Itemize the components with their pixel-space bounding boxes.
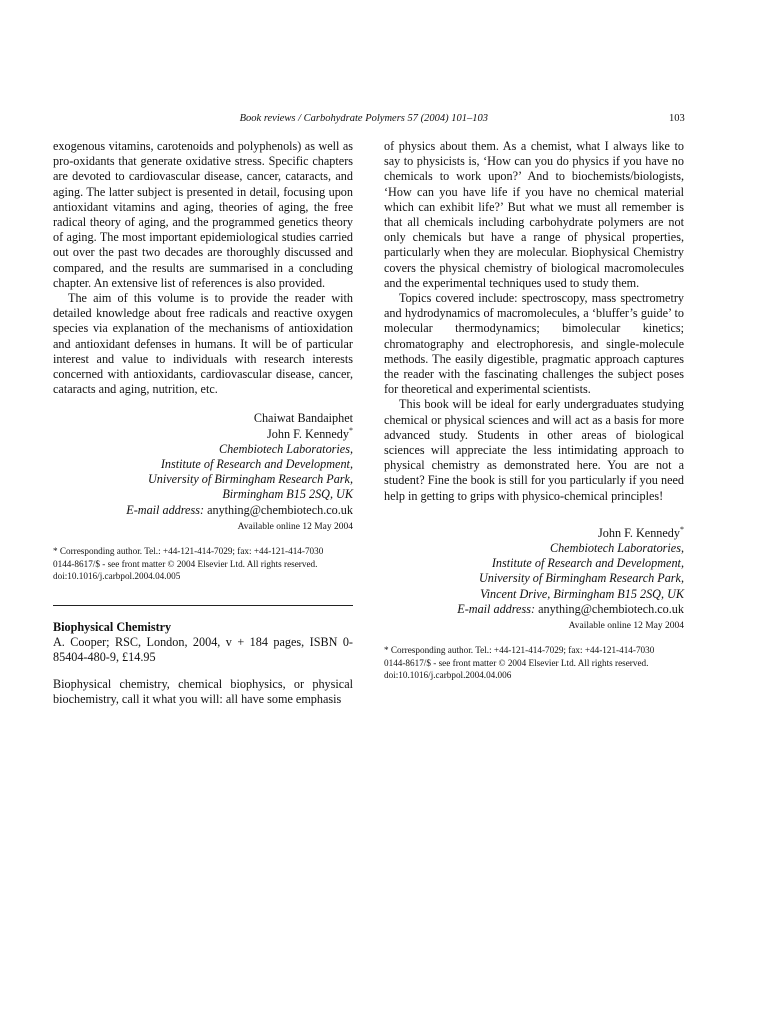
footnote-line: * Corresponding author. Tel.: +44-121-414-7029; fax: +44-121-414-7030 — [53, 546, 324, 557]
paragraph-1: exogenous vitamins, carotenoids and polyphenols) as well as pro-oxidants that generate oxidative stress. Specific chapters are devoted to cardiovascular disease, cancer, cataracts, and aging. The latter subject is presented in detail, focusing upon antioxidant vitamins and aging, theories of aging, the free radical theory of aging, and the programmed genetics theory of aging. The most important epidemiological studies carried out over the past two decades are thoroughly discussed and compared, and the results are summarised in a concluding chapter. An extensive list of references is also provided. — [53, 139, 353, 290]
right-column — [384, 139, 684, 682]
paragraph-5: This book will be ideal for early undergraduates studying chemical or physical sciences and will act as a basis for more advanced study. Students in other areas of biological sciences will appreciate the less intimidating approach to physical chemistry as demonstrated here. You are not a student? Fine the book is still for you particularly if you need help in getting to grips with physico-chemical principles! — [384, 397, 684, 503]
paragraph-4: Topics covered include: spectroscopy, mass spectrometry and hydrodynamics of macromolecules, a ‘bluffer’s guide’ to molecular thermodynamics; bimolecular kinetics; chromatography and electrophoresis, and single-molecule methods. The easily digestible, pragmatic approach captures the reader with the fascinating challenges the subject poses for theoretical and experimental scientists. — [384, 291, 684, 397]
email-address[interactable]: anything@chembiotech.co.uk — [538, 601, 684, 616]
footnote-line: * Corresponding author. Tel.: +44-121-414-7029; fax: +44-121-414-7030 — [384, 645, 655, 656]
review-opening: Biophysical chemistry, chemical biophysics, or physical biochemistry, call it what you will: all have some emphasis — [53, 677, 353, 707]
author-name: Chaiwat Bandaiphet — [253, 411, 353, 426]
available-online: Available online 12 May 2004 — [568, 621, 684, 632]
book-title: Biophysical Chemistry — [53, 619, 172, 634]
footnote — [53, 545, 353, 583]
doi-line: doi:10.1016/j.carbpol.2004.04.005 — [53, 571, 181, 582]
doi-line: doi:10.1016/j.carbpol.2004.04.006 — [384, 670, 512, 681]
affiliation-line: Chembiotech Laboratories, — [218, 441, 353, 456]
affiliation-line: Institute of Research and Development, — [491, 556, 684, 571]
footnote — [384, 644, 684, 682]
section-divider — [53, 605, 353, 606]
email-label: E-mail address: — [126, 502, 205, 517]
affiliation-line: University of Birmingham Research Park, — [147, 472, 353, 487]
author-name-text: John F. Kennedy — [267, 426, 349, 441]
corresponding-asterisk: * — [680, 524, 684, 534]
email-line — [384, 602, 684, 617]
left-column — [53, 139, 353, 708]
author-name — [53, 427, 353, 442]
affiliation-line: Vincent Drive, Birmingham B15 2SQ, UK — [480, 586, 684, 601]
author-name — [384, 526, 684, 541]
affiliation-line: Institute of Research and Development, — [160, 457, 353, 472]
author-name-text: John F. Kennedy — [598, 525, 680, 540]
affiliation-line: Birmingham B15 2SQ, UK — [222, 487, 353, 502]
affiliation-line: Chembiotech Laboratories, — [549, 541, 684, 556]
paragraph-3: of physics about them. As a chemist, what I always like to say to physicists is, ‘How can you do physics if you have no chemicals to work upon?’ And to biochemists/biologists, ‘How can you have life if you have no chemical material which can exhibit life?’ But what we must all remember is that all chemicals including carbohydrate polymers are not only chemicals but have a range of physical properties, particularly when they are molecular. Biophysical Chemistry covers the physical chemistry of biological macromolecules and the experimental techniques used to study them. — [384, 139, 684, 290]
email-address[interactable]: anything@chembiotech.co.uk — [207, 502, 353, 517]
running-head: Book reviews / Carbohydrate Polymers 57 (2004) 101–103 — [239, 113, 488, 124]
page-number: 103 — [669, 113, 685, 124]
signature-block-2 — [384, 526, 684, 617]
footnote-line: 0144-8617/$ - see front matter © 2004 Elsevier Ltd. All rights reserved. — [384, 657, 649, 668]
email-line — [53, 503, 353, 518]
corresponding-asterisk: * — [349, 425, 353, 435]
footnote-line: 0144-8617/$ - see front matter © 2004 Elsevier Ltd. All rights reserved. — [53, 558, 318, 569]
signature-block-1 — [53, 411, 353, 517]
email-label: E-mail address: — [457, 601, 536, 616]
book-details: A. Cooper; RSC, London, 2004, v + 184 pages, ISBN 0-85404-480-9, £14.95 — [53, 634, 353, 664]
available-online: Available online 12 May 2004 — [237, 521, 353, 532]
affiliation-line: University of Birmingham Research Park, — [478, 571, 684, 586]
paragraph-2: The aim of this volume is to provide the reader with detailed knowledge about free radicals and reactive oxygen species via explanation of the mechanisms of antioxidation and antioxidant defenses in humans. It will be of particular interest and value to individuals with research interests concerned with antioxidants, cardiovascular disease, cancer, cataracts and aging, nutrition, etc. — [53, 291, 353, 397]
